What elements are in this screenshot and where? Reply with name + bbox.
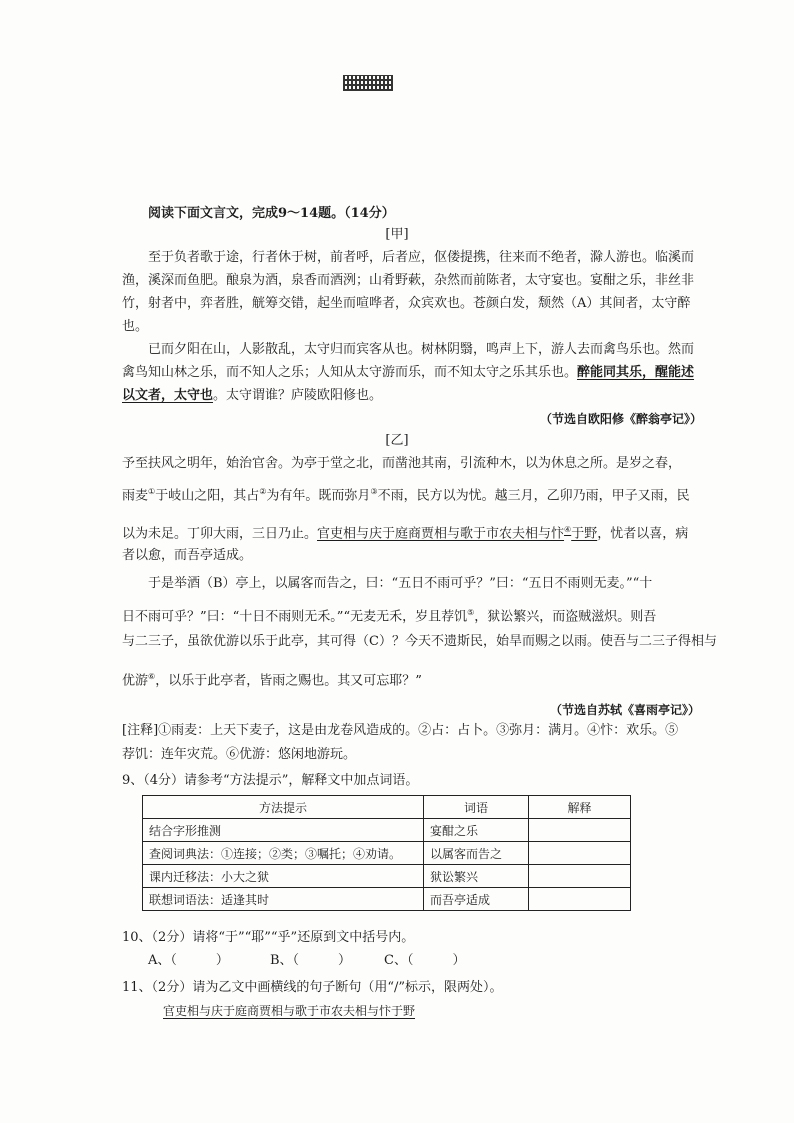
yi-underlined-sentence-end: 于野 (571, 526, 598, 542)
qr-code-icon (343, 75, 393, 91)
yi-line4: 者以愈，而吾亭适成。 (122, 548, 253, 563)
yi-line2-b: 于岐山之阳，其占 (155, 488, 260, 504)
jia-p1-line2: 渔，溪深而鱼肥。酿泉为酒，泉香而酒洌；山肴野蔌，杂然而前陈者，太守宴也。宴酣之乐，非丝非 (122, 273, 695, 288)
note-marker-1: ① (148, 487, 156, 496)
question-10: 10、（2分）请将“于”“耶”“乎”还原到文中括号内。 (122, 930, 415, 945)
yi-line8-a: 优游 (122, 673, 149, 689)
question-9: 9、（4分）请参考“方法提示”，解释文中加点词语。 (122, 773, 419, 788)
intro-instruction: 阅读下面文言文，完成9～14题。（14分） (148, 206, 395, 221)
yi-line8 (122, 668, 422, 690)
note-marker-6: ⑥ (148, 672, 156, 681)
annotation-line1: [注释]①雨麦：上天下麦子，这是由龙卷风造成的。②占：占卜。③弥月：满月。④忭：欢乐。⑤ (122, 723, 679, 738)
note-marker-5: ⑤ (467, 608, 475, 617)
answer-cell[interactable] (529, 865, 631, 888)
yi-line6-b: ，狱讼繁兴，而盗贼滋炽。则吾 (474, 609, 657, 625)
jia-underlined-sentence-part2: 以文者，太守也 (122, 388, 214, 403)
heading-jia: [甲] (385, 227, 409, 242)
yi-line3 (122, 521, 688, 543)
method-cell: 联想词语法：适逢其时 (143, 888, 424, 911)
jia-p2-line3-text: 。太守谓谁？庐陵欧阳修也。 (213, 388, 383, 403)
method-cell: 课内迁移法：小大之狱 (143, 865, 424, 888)
yi-source: （节选自苏轼《喜雨亭记》） (550, 703, 701, 717)
q10-blank-a[interactable]: A、（ ） (148, 953, 229, 968)
note-marker-3: ③ (370, 487, 378, 496)
question-11: 11、（2分）请为乙文中画横线的句子断句（用“/”标示，限两处）。 (122, 980, 503, 995)
jia-p2-line2-text: 禽鸟知山林之乐，而不知人之乐；人知从太守游而乐，而不知太守之乐其乐也。 (122, 365, 578, 380)
word-cell: 宴酣之乐 (424, 819, 529, 842)
note-marker-4: ④ (564, 525, 572, 534)
jia-source: （节选自欧阳修《醉翁亭记》） (540, 412, 703, 426)
answer-cell[interactable] (529, 888, 631, 911)
column-header-method: 方法提示 (143, 796, 424, 819)
yi-line2-a: 雨麦 (122, 488, 149, 504)
word-cell: 而吾亭适成 (424, 888, 529, 911)
yi-line1: 予至扶风之明年，始治官舍。为亭于堂之北，而凿池其南，引流种木，以为休息之所。是岁之春， (122, 456, 682, 471)
method-cell: 结合字形推测 (143, 819, 424, 842)
jia-p1-line4: 也。 (122, 319, 149, 334)
heading-yi: [乙] (385, 433, 409, 448)
jia-p2-line3 (122, 387, 382, 405)
jia-p1-line1: 至于负者歌于途，行者休于树，前者呼，后者应，伛偻提携，往来而不绝者，滁人游也。临溪而 (148, 250, 695, 265)
yi-line6 (122, 604, 656, 626)
word-cell: 以属客而告之 (424, 842, 529, 865)
column-header-explanation: 解释 (529, 796, 631, 819)
jia-underlined-sentence-part1: 醉能同其乐，醒能述 (577, 365, 695, 380)
yi-line6-a: 日不雨可乎？”曰：“十日不雨则无禾。”“无麦无禾，岁且荐饥 (122, 609, 468, 625)
word-cell: 狱讼繁兴 (424, 865, 529, 888)
jia-p1-line3: 竹，射者中，弈者胜，觥筹交错，起坐而喧哗者，众宾欢也。苍颜白发，颓然（A）其间者，太守醉 (122, 296, 691, 311)
method-table (142, 795, 631, 911)
yi-line3-tail: ，忧者以喜，病 (597, 526, 689, 542)
note-marker-2: ② (259, 487, 267, 496)
method-cell: 查阅词典法：①连接；②类；③嘱托；④劝请。 (143, 842, 424, 865)
q10-blank-c[interactable]: C、（ ） (384, 953, 466, 968)
table-row (143, 888, 631, 911)
yi-line5: 于是举酒（B）亭上，以属客而告之，曰：“五日不雨可乎？”曰：“五日不雨则无麦。”“十 (148, 576, 653, 591)
jia-p2-line2 (122, 364, 694, 382)
yi-line8-b: ，以乐于此亭者，皆雨之赐也。其又可忘耶？” (155, 673, 422, 689)
yi-line2-c: 为有年。既而弥月 (266, 488, 371, 504)
table-row (143, 842, 631, 865)
yi-line2-d: 不雨，民方以为忧。越三月，乙卯乃雨，甲子又雨，民 (377, 488, 690, 504)
yi-line2 (122, 483, 690, 505)
annotation-line2: 荐饥：连年灾荒。⑥优游：悠闲地游玩。 (122, 747, 357, 762)
answer-cell[interactable] (529, 842, 631, 865)
q11-sentence: 官吏相与庆于庭商贾相与歌于市农夫相与忭于野 (163, 1004, 416, 1018)
yi-line7: 与二三子，虽欲优游以乐于此亭，其可得（C）？今天不遗斯民，始旱而赐之以雨。使吾与二三子得相与 (122, 634, 717, 649)
yi-underlined-sentence: 官吏相与庆于庭商贾相与歌于市农夫相与忭 (317, 526, 565, 542)
jia-p2-line1: 已而夕阳在山，人影散乱，太守归而宾客从也。树林阴翳，鸣声上下，游人去而禽鸟乐也。然而 (148, 342, 695, 357)
table-header-row (143, 796, 631, 819)
table-row (143, 865, 631, 888)
q10-blank-b[interactable]: B、（ ） (270, 953, 352, 968)
yi-line3-text: 以为未足。丁卯大雨，三日乃止。 (122, 526, 318, 542)
table-row (143, 819, 631, 842)
answer-cell[interactable] (529, 819, 631, 842)
column-header-word: 词语 (424, 796, 529, 819)
